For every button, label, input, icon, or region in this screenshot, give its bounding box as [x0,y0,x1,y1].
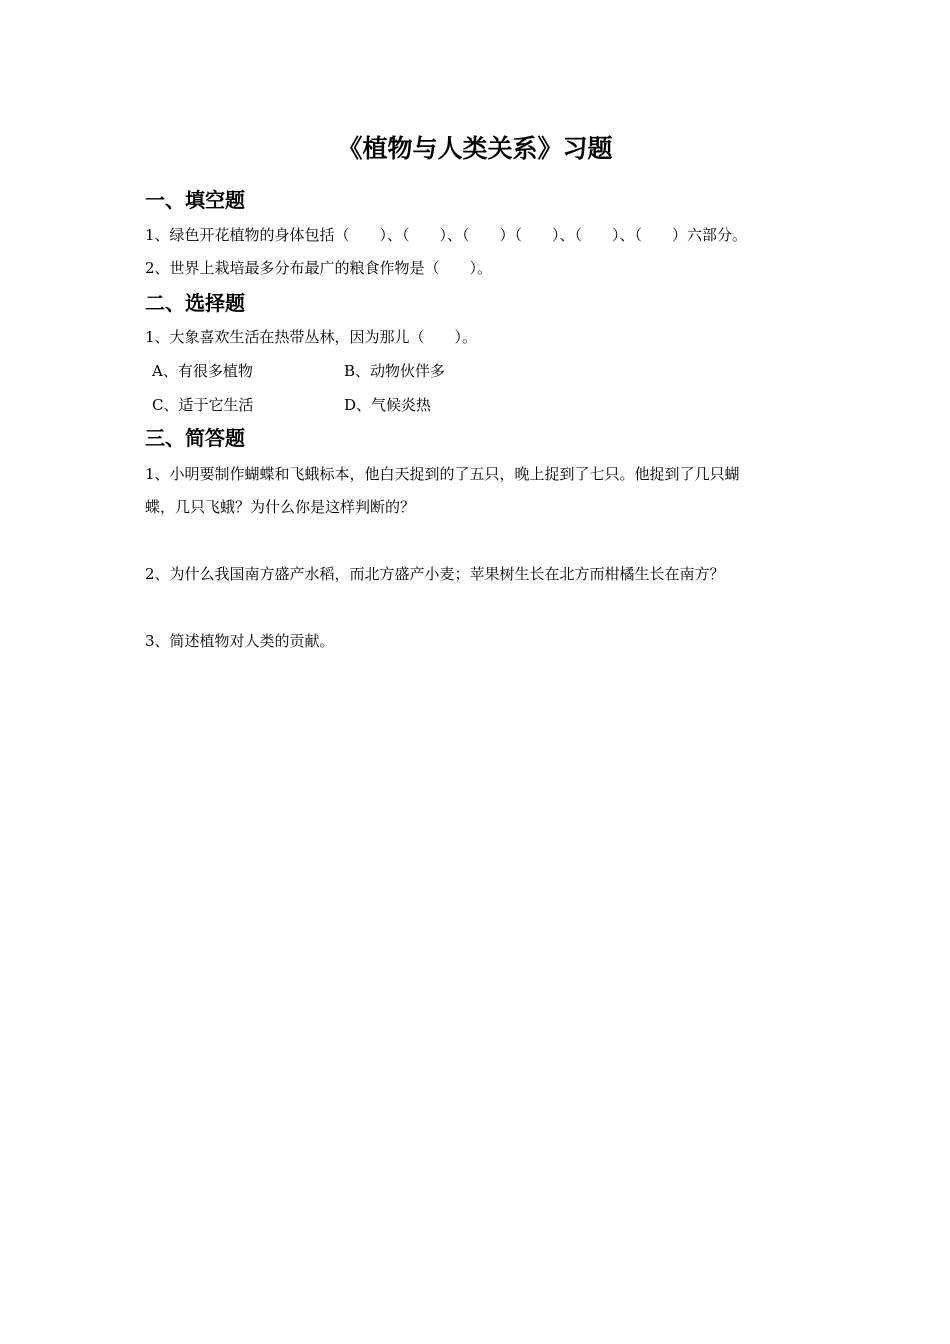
page-title: 《植物与人类关系》习题 [337,134,613,163]
short-answer-question-2: 2、为什么我国南方盛产水稻，而北方盛产小麦；苹果树生长在北方而柑橘生长在南方？ [145,565,725,583]
short-answer-question-1-line-1: 1、小明要制作蝴蝶和飞蛾标本，他白天捉到的了五只，晚上捉到了七只。他捉到了几只蝴 [145,465,740,483]
fill-in-question-2: 2、世界上栽培最多分布最广的粮食作物是（ ）。 [145,259,493,277]
section-heading-multiple-choice: 二、选择题 [145,291,245,315]
section-heading-short-answer: 三、简答题 [145,426,245,450]
short-answer-question-1-line-2: 蝶，几只飞蛾？为什么你是这样判断的？ [145,498,416,516]
section-heading-fill-in: 一、填空题 [145,188,245,212]
fill-in-question-1: 1、绿色开花植物的身体包括（ ）、（ ）、（ ）（ ）、（ ）、（ ）六部分。 [145,226,748,244]
choice-question-1-stem: 1、大象喜欢生活在热带丛林，因为那儿（ ）。 [145,328,478,346]
choice-option-a: A、有很多植物 [152,362,253,380]
short-answer-question-3: 3、简述植物对人类的贡献。 [145,632,335,650]
choice-option-c: C、适于它生活 [152,396,254,414]
choice-option-d: D、气候炎热 [344,396,432,414]
choice-option-b: B、动物伙伴多 [344,362,446,380]
